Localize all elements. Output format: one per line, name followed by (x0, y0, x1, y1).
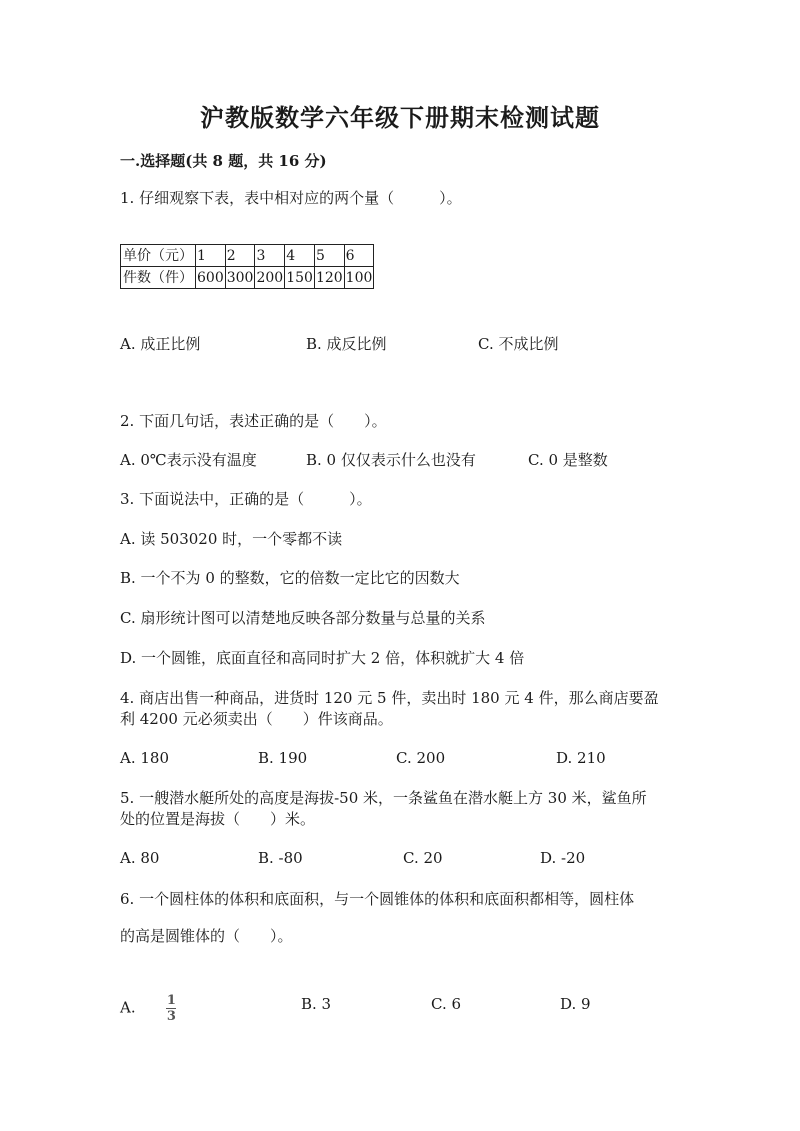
q4-option-b[interactable]: B. 190 (258, 749, 308, 767)
page-title: 沪教版数学六年级下册期末检测试题 (200, 103, 600, 132)
q3-option-b[interactable]: B. 一个不为 0 的整数，它的倍数一定比它的因数大 (120, 569, 460, 587)
question-3-stem: 3. 下面说法中，正确的是（ ）。 (120, 490, 372, 508)
q6-option-d[interactable]: D. 9 (560, 995, 591, 1013)
table-cell: 6 (344, 245, 374, 267)
table-row (121, 245, 374, 267)
q6-option-a-label: A. (120, 998, 136, 1017)
fraction-numerator: 1 (166, 993, 176, 1008)
q5-option-b[interactable]: B. -80 (258, 849, 303, 867)
table-cell: 600 (196, 267, 226, 289)
question-4-stem-line-2: 利 4200 元必须卖出（ ）件该商品。 (120, 710, 393, 728)
q2-option-b[interactable]: B. 0 仅仅表示什么也没有 (306, 451, 476, 469)
q1-option-b[interactable]: B. 成反比例 (306, 335, 387, 353)
fraction-one-third (166, 994, 176, 1023)
table-cell: 150 (285, 267, 315, 289)
question-2-stem: 2. 下面几句话，表述正确的是（ ）。 (120, 412, 387, 430)
q3-option-a[interactable]: A. 读 503020 时，一个零都不读 (120, 530, 343, 548)
question-5-stem-line-1: 5. 一艘潜水艇所处的高度是海拔-50 米，一条鲨鱼在潜水艇上方 30 米，鲨鱼所 (120, 789, 647, 807)
question-5-stem-line-2: 处的位置是海拔（ ）米。 (120, 810, 316, 828)
question-1-stem: 1. 仔细观察下表，表中相对应的两个量（ ）。 (120, 189, 462, 207)
table-cell: 120 (314, 267, 344, 289)
question-6-stem-line-2: 的高是圆锥体的（ ）。 (120, 927, 293, 945)
table-cell: 5 (314, 245, 344, 267)
q3-option-d[interactable]: D. 一个圆锥，底面直径和高同时扩大 2 倍，体积就扩大 4 倍 (120, 649, 525, 667)
table-cell: 4 (285, 245, 315, 267)
price-quantity-table (120, 244, 374, 289)
q6-option-c[interactable]: C. 6 (431, 995, 462, 1013)
q4-option-d[interactable]: D. 210 (556, 749, 606, 767)
question-4-stem-line-1: 4. 商店出售一种商品，进货时 120 元 5 件，卖出时 180 元 4 件，那么商店要盈 (120, 689, 659, 707)
table-header-cell: 单价（元） (121, 245, 196, 267)
q3-option-c[interactable]: C. 扇形统计图可以清楚地反映各部分数量与总量的关系 (120, 609, 486, 627)
q5-option-d[interactable]: D. -20 (540, 849, 586, 867)
section-heading: 一.选择题(共 8 题，共 16 分) (120, 152, 327, 170)
q1-option-a[interactable]: A. 成正比例 (120, 335, 201, 353)
q5-option-c[interactable]: C. 20 (403, 849, 443, 867)
table-cell: 100 (344, 267, 374, 289)
q4-option-c[interactable]: C. 200 (396, 749, 446, 767)
table-cell: 1 (196, 245, 226, 267)
table-row (121, 267, 374, 289)
q6-option-a[interactable] (120, 994, 176, 1023)
fraction-denominator: 3 (166, 1009, 176, 1024)
q2-option-c[interactable]: C. 0 是整数 (528, 451, 608, 469)
q6-option-b[interactable]: B. 3 (301, 995, 332, 1013)
table-cell: 3 (255, 245, 285, 267)
q2-option-a[interactable]: A. 0℃表示没有温度 (120, 451, 257, 469)
q5-option-a[interactable]: A. 80 (120, 849, 160, 867)
table-cell: 2 (225, 245, 255, 267)
q4-option-a[interactable]: A. 180 (120, 749, 169, 767)
table-cell: 300 (225, 267, 255, 289)
question-6-stem-line-1: 6. 一个圆柱体的体积和底面积，与一个圆锥体的体积和底面积都相等，圆柱体 (120, 890, 635, 908)
table-header-cell: 件数（件） (121, 267, 196, 289)
q1-option-c[interactable]: C. 不成比例 (478, 335, 559, 353)
table-cell: 200 (255, 267, 285, 289)
